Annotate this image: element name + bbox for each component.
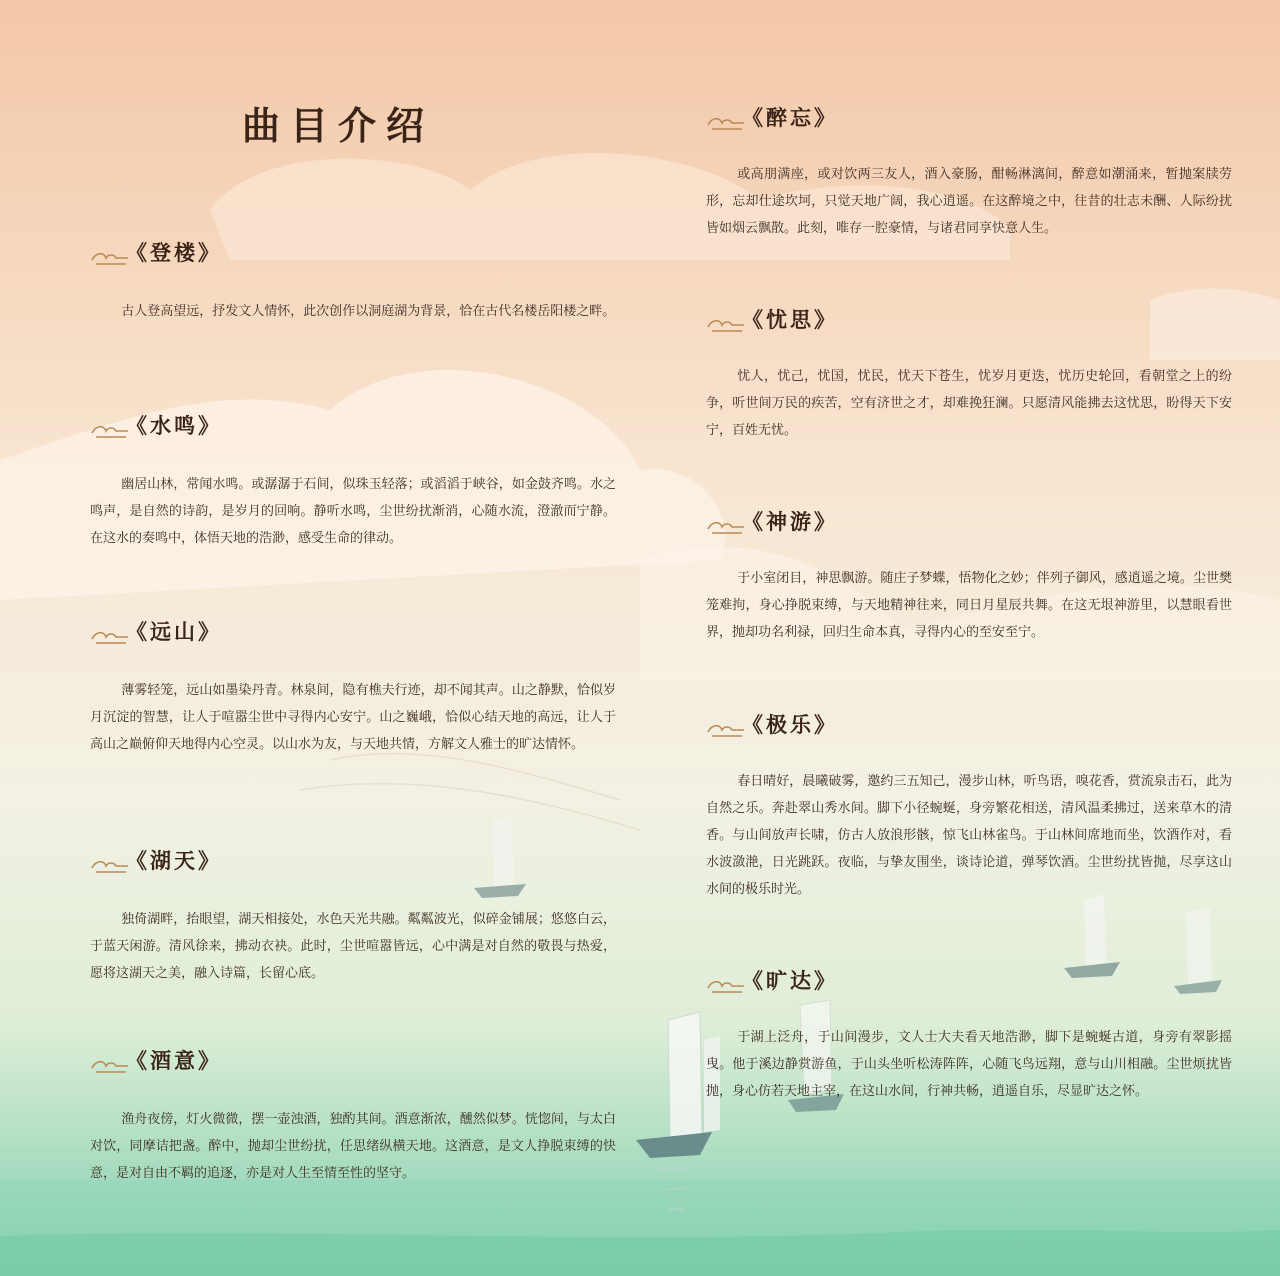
section-title: 《忧思》 — [742, 307, 838, 332]
section-yousi — [706, 305, 1232, 444]
cloud-icon — [90, 625, 130, 645]
cloud-icon — [706, 974, 746, 994]
section-header — [706, 305, 1232, 337]
section-title: 《远山》 — [126, 619, 222, 644]
section-title: 《极乐》 — [742, 712, 838, 737]
section-jiuyi — [90, 1046, 616, 1187]
section-text: 或高朋满座，或对饮两三友人，酒入豪肠，酣畅淋漓间，醉意如潮涌来，暂抛案牍劳形，忘却仕途坎坷，只觉天地广阔，我心逍遥。在这醉境之中，往昔的壮志未酬、人际纷扰皆如烟云飘散。此刻，唯存一腔豪情，与诸君同享快意人生。 — [706, 167, 1232, 236]
section-title: 《湖天》 — [126, 848, 222, 873]
section-text: 于湖上泛舟，于山间漫步，文人士大夫看天地浩渺，脚下是蜿蜒古道，身旁有翠影摇曳。他于溪边静赏游鱼，于山头坐听松涛阵阵，心随飞鸟远翔，意与山川相融。尘世烦扰皆抛，身心仿若天地主宰，在这山水间，行神共畅，逍遥自乐，尽显旷达之怀。 — [706, 1030, 1232, 1099]
section-text: 独倚湖畔，抬眼望，湖天相接处，水色天光共融。粼粼波光，似碎金铺展；悠悠白云，于蓝天闲游。清风徐来，拂动衣袂。此时，尘世喧嚣皆远，心中满是对自然的敬畏与热爱，愿将这湖天之美，融入诗篇，长留心底。 — [90, 912, 616, 981]
page-title: 曲目介绍 — [242, 103, 435, 148]
cloud-icon — [706, 111, 746, 131]
section-text: 于小室闭目，神思飘游。随庄子梦蝶，悟物化之妙；伴列子御风，感逍遥之境。尘世樊笼难拘，身心挣脱束缚，与天地精神往来，同日月星辰共舞。在这无垠神游里，以慧眼看世界，抛却功名利禄，回归生命本真，寻得内心的至安至宁。 — [706, 571, 1232, 640]
section-denglou — [90, 238, 616, 325]
section-kuangda — [706, 966, 1232, 1105]
cloud-icon — [90, 246, 130, 266]
section-title: 《酒意》 — [126, 1048, 222, 1073]
section-title: 《登楼》 — [126, 240, 222, 265]
section-title: 《水鸣》 — [126, 413, 222, 438]
section-hutian — [90, 846, 616, 987]
section-header — [90, 846, 616, 878]
section-text: 薄雾轻笼，远山如墨染丹青。林泉间，隐有樵夫行迹，却不闻其声。山之静默，恰似岁月沉淀的智慧，让人于喧嚣尘世中寻得内心安宁。山之巍峨，恰似心结天地的高远，让人于高山之巅俯仰天地得内心空灵。以山水为友，与天地共情，方解文人雅士的旷达情怀。 — [90, 683, 616, 752]
section-header — [706, 966, 1232, 998]
section-shenyou — [706, 507, 1232, 646]
section-shuiming — [90, 411, 616, 552]
cloud-icon — [90, 419, 130, 439]
section-title: 《醉忘》 — [742, 105, 838, 130]
section-text: 渔舟夜傍，灯火微微，摆一壶浊酒，独酌其间。酒意渐浓，醺然似梦。恍惚间，与太白对饮，同摩诘把盏。醉中，抛却尘世纷扰，任思绪纵横天地。这酒意，是文人挣脱束缚的快意，是对自由不羁的追逐，亦是对人生至情至性的坚守。 — [90, 1112, 616, 1181]
section-text: 幽居山林，常闻水鸣。或潺潺于石间，似珠玉轻落；或滔滔于峡谷，如金鼓齐鸣。水之鸣声，是自然的诗韵，是岁月的回响。静听水鸣，尘世纷扰渐消，心随水流，澄澈而宁静。在这水的奏鸣中，体悟天地的浩渺，感受生命的律动。 — [90, 477, 616, 546]
section-header — [706, 103, 1232, 135]
section-jile — [706, 710, 1232, 903]
cloud-icon — [90, 854, 130, 874]
cloud-icon — [706, 718, 746, 738]
section-header — [90, 617, 616, 649]
section-text: 忧人，忧己，忧国，忧民，忧天下苍生，忧岁月更迭，忧历史轮回，看朝堂之上的纷争，听世间万民的疾苦，空有济世之才，却难挽狂澜。只愿清风能拂去这忧思，盼得天下安宁，百姓无忧。 — [706, 369, 1232, 438]
section-header — [706, 710, 1232, 742]
section-zuiwang — [706, 103, 1232, 242]
section-yuanshan — [90, 617, 616, 758]
section-header — [90, 411, 616, 443]
cloud-icon — [706, 313, 746, 333]
section-title: 《旷达》 — [742, 968, 838, 993]
cloud-icon — [706, 515, 746, 535]
section-text: 古人登高望远，抒发文人情怀，此次创作以洞庭湖为背景，恰在古代名楼岳阳楼之畔。 — [121, 304, 616, 319]
cloud-icon — [90, 1054, 130, 1074]
section-text: 春日晴好，晨曦破雾，邀约三五知己，漫步山林，听鸟语，嗅花香，赏流泉击石，此为自然之乐。奔赴翠山秀水间。脚下小径蜿蜒，身旁繁花相送，清风温柔拂过，送来草木的清香。与山间放声长啸，仿古人放浪形骸，惊飞山林雀鸟。于山林间席地而坐，饮酒作对，看水波潋滟，日光跳跃。夜临，与挚友围坐，谈诗论道，弹琴饮酒。尘世纷扰皆抛，尽享这山水间的极乐时光。 — [706, 774, 1232, 897]
section-header — [90, 1046, 616, 1078]
section-title: 《神游》 — [742, 509, 838, 534]
section-header — [706, 507, 1232, 539]
section-header — [90, 238, 616, 270]
